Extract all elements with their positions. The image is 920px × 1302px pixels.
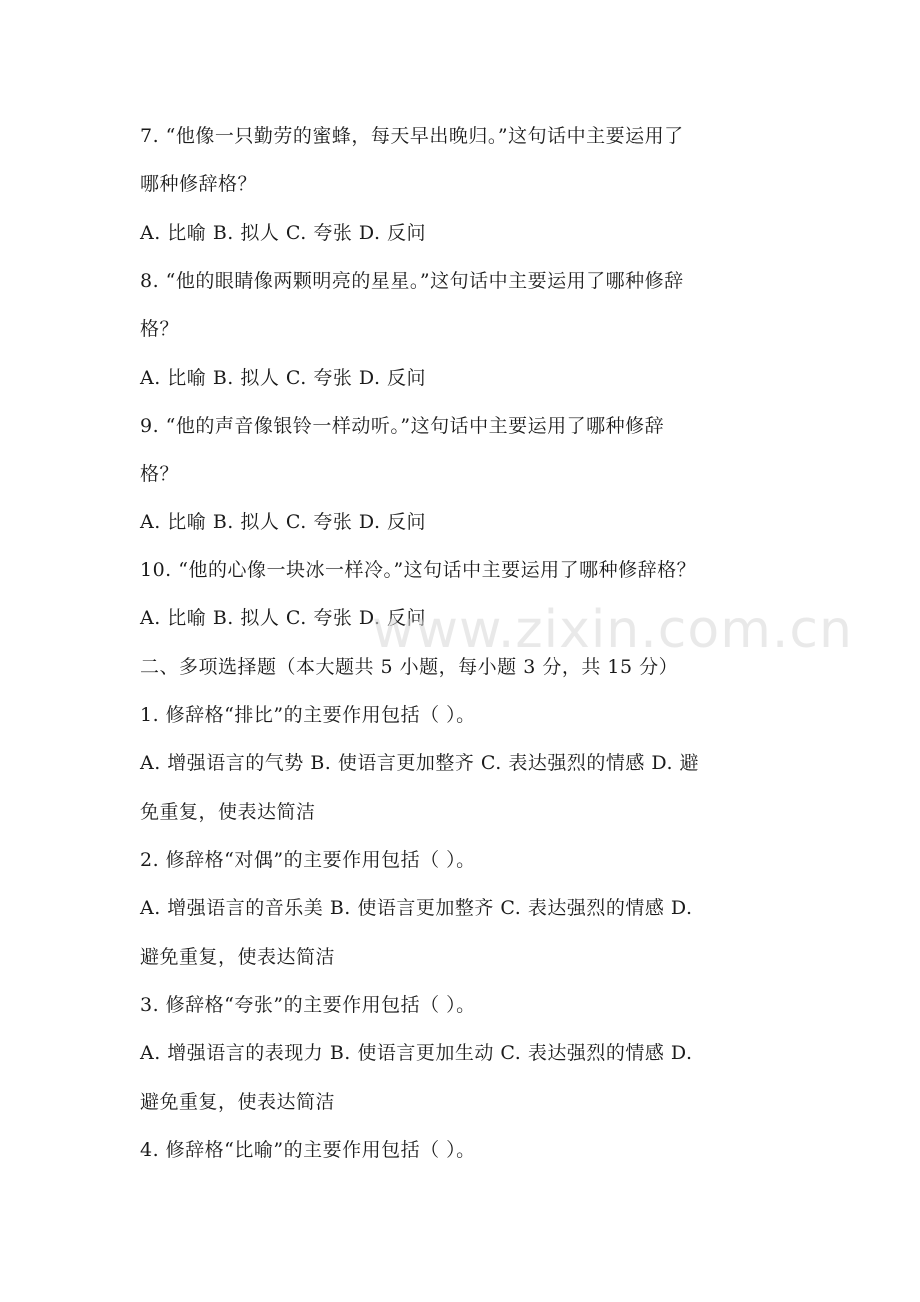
watermark: www.zixin.com.cn (372, 600, 853, 660)
question-8-stem-line-2: 格？ (140, 318, 180, 340)
question-9-options: A. 比喻 B. 拟人 C. 夸张 D. 反问 (140, 511, 427, 533)
mc-question-2-stem: 2. 修辞格“对偶”的主要作用包括（ ）。 (140, 849, 476, 871)
section-heading-multiple-choice: 二、多项选择题（本大题共 5 小题，每小题 3 分，共 15 分） (140, 656, 679, 678)
question-9-stem-line-1: 9. “他的声音像银铃一样动听。”这句话中主要运用了哪种修辞 (140, 415, 665, 437)
mc-question-2-options-line-1: A. 增强语言的音乐美 B. 使语言更加整齐 C. 表达强烈的情感 D. (140, 897, 693, 919)
mc-question-3-stem: 3. 修辞格“夸张”的主要作用包括（ ）。 (140, 994, 476, 1016)
question-7-options: A. 比喻 B. 拟人 C. 夸张 D. 反问 (140, 222, 427, 244)
mc-question-3-options-line-2: 避免重复，使表达简洁 (140, 1091, 336, 1113)
question-10-options: A. 比喻 B. 拟人 C. 夸张 D. 反问 (140, 607, 427, 629)
question-8-stem-line-1: 8. “他的眼睛像两颗明亮的星星。”这句话中主要运用了哪种修辞 (140, 270, 684, 292)
mc-question-3-options-line-1: A. 增强语言的表现力 B. 使语言更加生动 C. 表达强烈的情感 D. (140, 1042, 693, 1064)
question-8-options: A. 比喻 B. 拟人 C. 夸张 D. 反问 (140, 367, 427, 389)
mc-question-1-options-line-1: A. 增强语言的气势 B. 使语言更加整齐 C. 表达强烈的情感 D. 避 (140, 752, 700, 774)
question-7-stem-line-2: 哪种修辞格？ (140, 173, 258, 195)
mc-question-2-options-line-2: 避免重复，使表达简洁 (140, 946, 336, 968)
question-10-stem: 10. “他的心像一块冰一样冷。”这句话中主要运用了哪种修辞格？ (140, 559, 697, 581)
question-7-stem-line-1: 7. “他像一只勤劳的蜜蜂，每天早出晚归。”这句话中主要运用了 (140, 125, 684, 147)
mc-question-1-options-line-2: 免重复，使表达简洁 (140, 801, 316, 823)
mc-question-4-stem: 4. 修辞格“比喻”的主要作用包括（ ）。 (140, 1139, 476, 1161)
mc-question-1-stem: 1. 修辞格“排比”的主要作用包括（ ）。 (140, 704, 476, 726)
question-9-stem-line-2: 格？ (140, 463, 180, 485)
